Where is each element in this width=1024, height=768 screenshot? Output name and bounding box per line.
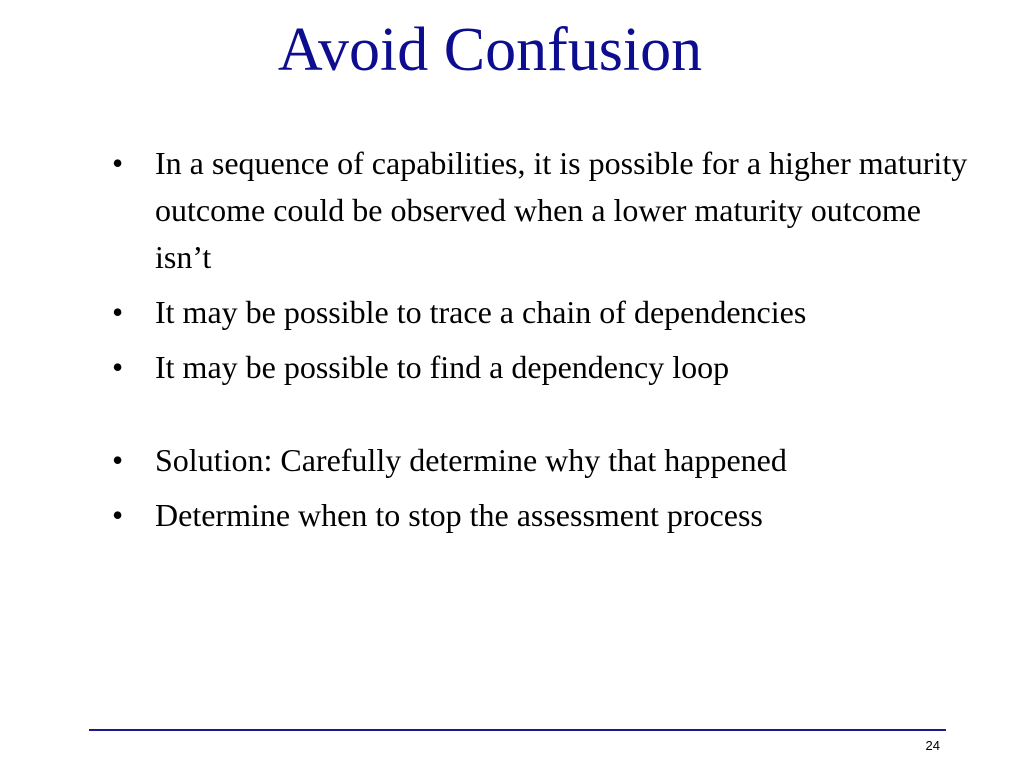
bullet-item [112,289,972,336]
bullet-icon: • [112,497,124,533]
bullet-text: It may be possible to find a dependency loop [155,349,730,385]
bullet-item [112,492,972,539]
bullet-text: Determine when to stop the assessment process [155,497,763,533]
bullet-icon: • [112,442,124,478]
page-number: 24 [925,738,940,753]
bullet-icon: • [112,145,124,181]
bullet-item [112,344,972,391]
bullet-text: Solution: Carefully determine why that happened [155,442,787,478]
bullet-text: In a sequence of capabilities, it is possible for a higher maturity outcome could be observed when a lower maturity outcome isn’t [155,145,968,275]
bullet-list [112,140,972,547]
bullet-icon: • [112,294,124,330]
bullet-item [112,437,972,484]
bullet-icon: • [112,349,124,385]
footer-divider [89,729,946,731]
bullet-text: It may be possible to trace a chain of dependencies [155,294,807,330]
bullet-item [112,140,972,281]
slide-title: Avoid Confusion [277,16,703,84]
